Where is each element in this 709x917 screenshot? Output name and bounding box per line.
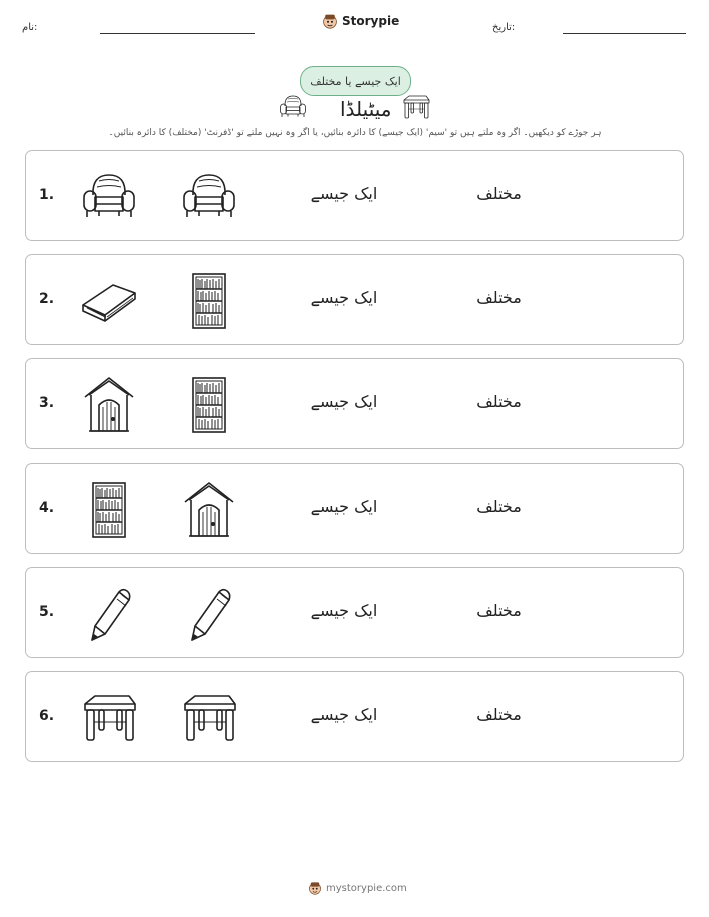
question-card	[25, 463, 684, 554]
option-same[interactable]: ایک جیسے	[310, 705, 378, 724]
option-same[interactable]: ایک جیسے	[310, 497, 378, 516]
date-line[interactable]	[563, 33, 686, 34]
bookshelf-icon	[79, 480, 139, 540]
doghouse-icon	[79, 375, 139, 435]
page-title: میٹیلڈا	[340, 97, 392, 121]
armchair-icon	[278, 92, 308, 122]
option-different[interactable]: مختلف	[476, 288, 522, 307]
question-number: 2.	[39, 291, 55, 307]
stool-icon	[401, 92, 431, 122]
question-card	[25, 567, 684, 658]
question-number: 3.	[39, 395, 55, 411]
date-label: تاریخ:	[492, 22, 516, 33]
bookshelf-icon	[179, 375, 239, 435]
question-number: 6.	[39, 708, 55, 724]
book-icon	[79, 271, 139, 331]
footer-url: mystorypie.com	[326, 882, 407, 894]
question-card	[25, 150, 684, 241]
mascot-icon	[308, 881, 322, 895]
pencil-icon	[79, 584, 139, 644]
bookshelf-icon	[179, 271, 239, 331]
option-same[interactable]: ایک جیسے	[310, 184, 378, 203]
doghouse-icon	[179, 480, 239, 540]
mascot-icon	[322, 13, 338, 29]
armchair-icon	[79, 167, 139, 227]
stool-icon	[79, 688, 139, 748]
footer	[308, 881, 407, 895]
question-number: 1.	[39, 187, 55, 203]
pencil-icon	[179, 584, 239, 644]
question-card	[25, 358, 684, 449]
option-different[interactable]: مختلف	[476, 497, 522, 516]
option-different[interactable]: مختلف	[476, 392, 522, 411]
option-different[interactable]: مختلف	[476, 184, 522, 203]
brand-logo	[322, 13, 399, 29]
option-same[interactable]: ایک جیسے	[310, 288, 378, 307]
instructions: ہر جوڑے کو دیکھیں۔ اگر وہ ملتے ہیں تو 'سیم' (ایک جیسے) کا دائرہ بنائیں، یا اگر وہ نہیں ملتے تو 'ڈفرنٹ' (مختلف) کا دائرہ بنائیں۔	[108, 128, 602, 138]
name-line[interactable]	[100, 33, 255, 34]
question-card	[25, 254, 684, 345]
option-different[interactable]: مختلف	[476, 601, 522, 620]
option-same[interactable]: ایک جیسے	[310, 601, 378, 620]
option-same[interactable]: ایک جیسے	[310, 392, 378, 411]
question-number: 4.	[39, 500, 55, 516]
stool-icon	[179, 688, 239, 748]
armchair-icon	[179, 167, 239, 227]
name-label: نام:	[22, 22, 38, 33]
question-card	[25, 671, 684, 762]
topic-pill: ایک جیسے یا مختلف	[300, 66, 411, 96]
option-different[interactable]: مختلف	[476, 705, 522, 724]
question-number: 5.	[39, 604, 55, 620]
brand-name: Storypie	[342, 14, 400, 28]
